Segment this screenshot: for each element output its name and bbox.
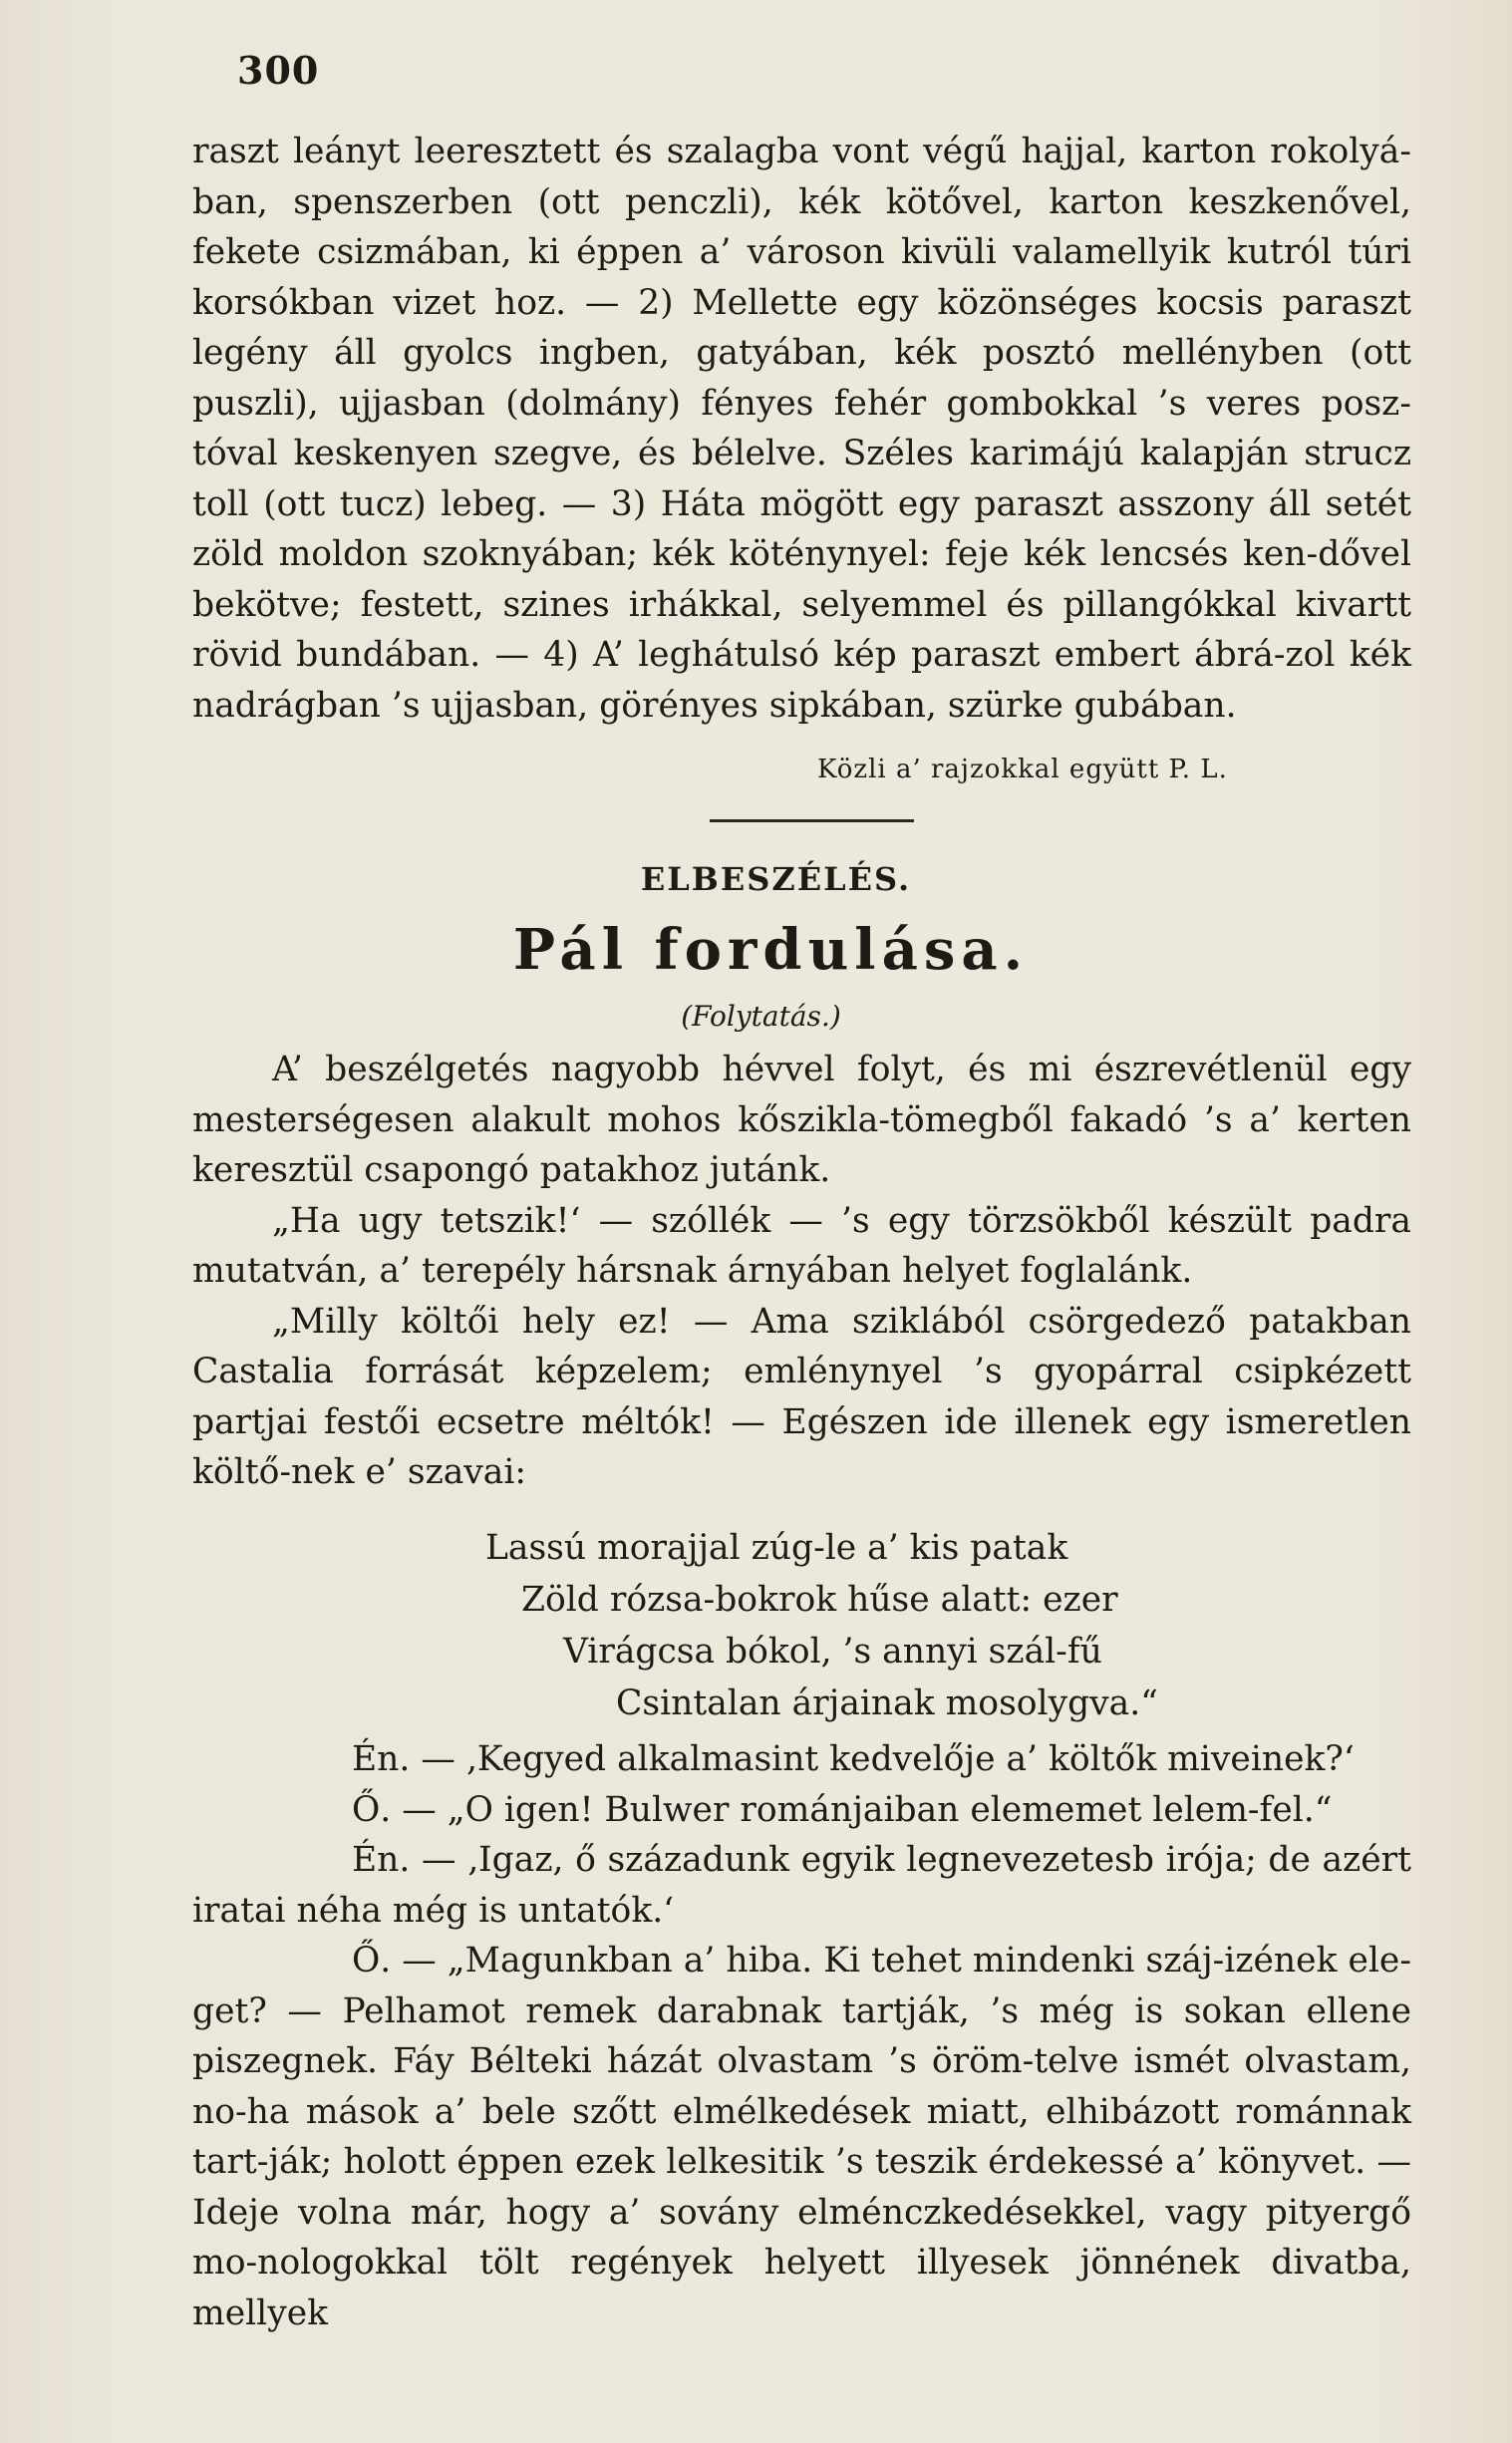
speaker: Én. bbox=[352, 1739, 411, 1779]
dialogue-line bbox=[192, 1785, 1411, 1836]
paragraph: „Milly költői hely ez! — Ama sziklából csörgedező patakban Castalia forrását képzelem; emlénynyel ’s gyopárral csipkézett partjai festői ecsetre méltók! — Egészen ide illenek egy ismeretlen költő-nek e’ szavai: bbox=[192, 1301, 1411, 1492]
paragraph: „Ha ugy tetszik!‘ — szóllék — ’s egy törzsökből készült padra mutatván, a’ terepély hársnak árnyában helyet foglalánk. bbox=[192, 1200, 1411, 1291]
dialogue bbox=[192, 1734, 1411, 2338]
speaker: Ő. bbox=[352, 1941, 392, 1981]
section-divider bbox=[710, 819, 914, 822]
paragraph: A’ beszélgetés nagyobb hévvel folyt, és mi észrevétlenül egy mesterségesen alakult mohos kőszikla-tömegből fakadó ’s a’ kerten keresztül csapongó patakhoz jutánk. bbox=[192, 1050, 1411, 1190]
speaker: Én. bbox=[352, 1840, 411, 1880]
story-title: Pál fordulása. bbox=[512, 917, 1030, 983]
costume-description-text bbox=[192, 127, 1411, 731]
poem-line: Csintalan árjainak mosolygva.“ bbox=[616, 1683, 1158, 1723]
poem-line: Zöld rózsa-bokrok hűse alatt: ezer bbox=[521, 1580, 1118, 1620]
utterance: — ‚Kegyed alkalmasint kedvelője a’ költők miveinek?‘ bbox=[421, 1739, 1355, 1779]
utterance: — ‚Igaz, ő századunk egyik legnevezetesb irója; de azért iratai néha még is untatók.‘ bbox=[192, 1840, 1411, 1931]
utterance: — „O igen! Bulwer románjaiban elememet lelem-fel.“ bbox=[402, 1789, 1333, 1830]
dialogue-line bbox=[192, 1936, 1411, 2338]
utterance: — „Magunkban a’ hiba. Ki tehet mindenki száj-izének ele-get? — Pelhamot remek darabnak tartják, ’s még is sokan ellene piszegnek. Fáy Bélteki házát olvastam ’s öröm-telve ismét olvastam, no-ha mások a’ bele szőtt elmélkedések miatt, elhibázott románnak tart-ják; holott éppen ezek lelkesitik ’s teszik érdekessé a’ könyvet. — Ideje volna már, hogy a’ sovány elménczkedésekkel, vagy pityergő mo-nologokkal tölt regények helyett illyesek jönnének divatba, mellyek bbox=[192, 1941, 1411, 2333]
credit-line: Közli a’ rajzokkal együtt P. L. bbox=[817, 755, 1228, 784]
poem bbox=[0, 1522, 1512, 1729]
page-number: 300 bbox=[237, 48, 320, 93]
paragraph: raszt leányt leeresztett és szalagba vont végű hajjal, karton rokolyá-ban, spenszerben (ott penczli), kék kötővel, karton keszkenővel, fekete csizmában, ki éppen a’ városon kivüli valamellyik kutról túri korsókban vizet hoz. — 2) Mellette egy közönséges kocsis paraszt legény áll gyolcs ingben, gatyában, kék posztó mellényben (ott puszli), ujjasban (dolmány) fényes fehér gombokkal ’s veres posz-tóval keskenyen szegve, és bélelve. Széles karimájú kalapján strucz toll (ott tucz) lebeg. — 3) Háta mögött egy paraszt asszony áll setét zöld moldon szoknyában; kék köténynyel: feje kék lencsés ken-dővel bekötve; festett, szines irhákkal, selyemmel és pillangókkal kivartt rövid bundában. — 4) A’ leghátulsó kép paraszt embert ábrá-zol kék nadrágban ’s ujjasban, görényes sipkában, szürke gubában. bbox=[192, 132, 1411, 726]
dialogue-line bbox=[192, 1835, 1411, 1936]
poem-line: Lassú morajjal zúg-le a’ kis patak bbox=[485, 1528, 1068, 1568]
story-text bbox=[192, 1045, 1411, 1498]
section-heading: ELBESZÉLÉS. bbox=[640, 860, 912, 898]
dialogue-line bbox=[192, 1734, 1411, 1785]
continuation-note: (Folytatás.) bbox=[681, 1000, 841, 1033]
speaker: Ő. bbox=[352, 1789, 392, 1830]
poem-line: Virágcsa bókol, ’s annyi szál-fű bbox=[563, 1632, 1102, 1672]
